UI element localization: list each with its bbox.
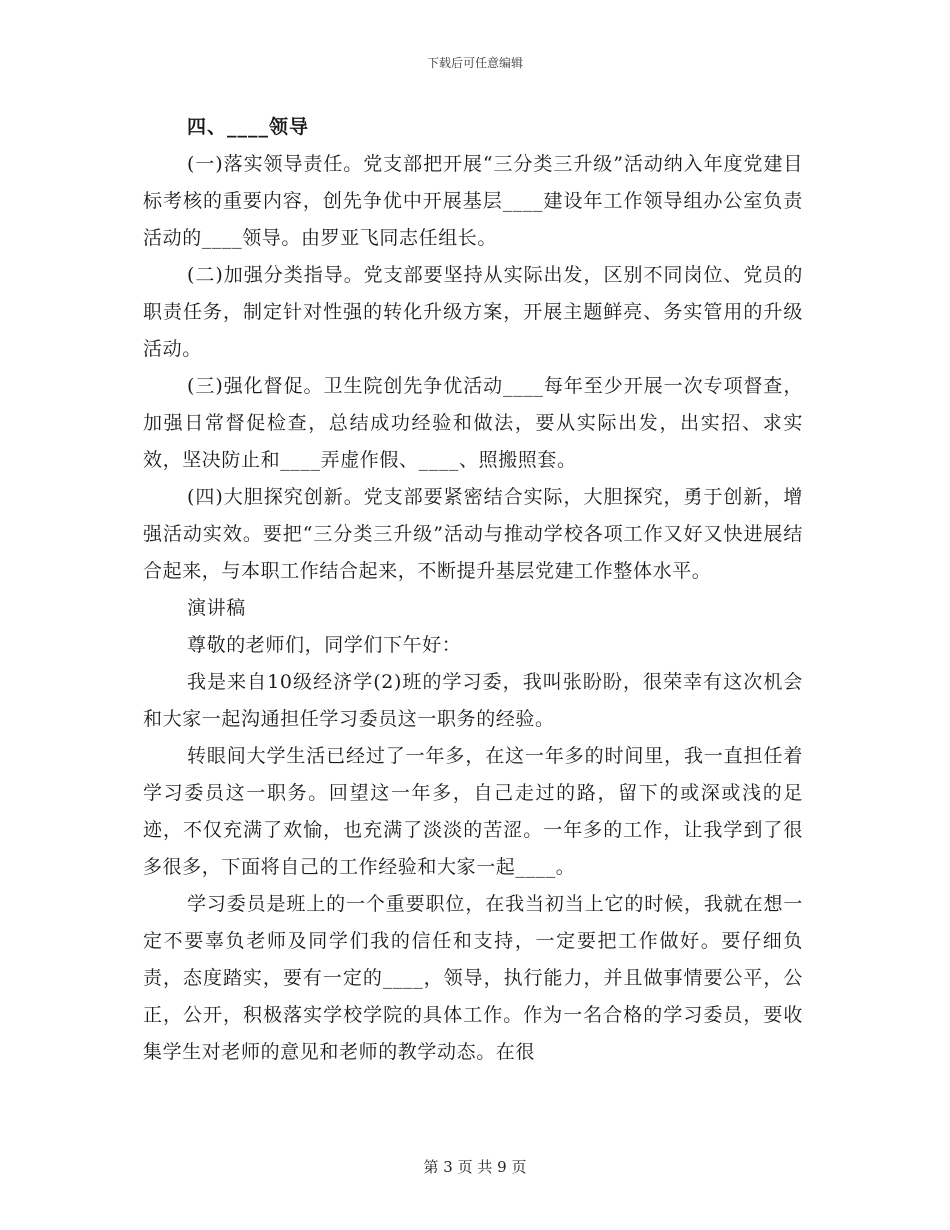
section-item-3: (三)强化督促。卫生院创先争优活动____每年至少开展一次专项督查，加强日常督促检查，总结成功经验和做法，要从实际出发，出实招、求实效，坚决防止和____弄虚作假、____、照搬照套。 bbox=[143, 375, 803, 471]
page-footer: 第 3 页 共 9 页 bbox=[423, 1158, 527, 1176]
speech-paragraph-1: 我是来自10级经济学(2)班的学习委，我叫张盼盼，很荣幸有这次机会和大家一起沟通担任学习委员这一职务的经验。 bbox=[143, 671, 803, 730]
document-body bbox=[143, 109, 803, 1071]
speech-greeting: 尊敬的老师们，同学们下午好： bbox=[187, 634, 462, 656]
section-item-2: (二)加强分类指导。党支部要坚持从实际出发，区别不同岗位、党员的职责任务，制定针对性强的转化升级方案，开展主题鲜亮、务实管用的升级活动。 bbox=[143, 264, 803, 360]
section-item-1: (一)落实领导责任。党支部把开展“三分类三升级”活动纳入年度党建目标考核的重要内容，创先争优中开展基层____建设年工作领导组办公室负责活动的____领导。由罗亚飞同志任组长。 bbox=[143, 153, 803, 249]
page-header: 下载后可任意编辑 bbox=[426, 56, 523, 70]
speech-title: 演讲稿 bbox=[187, 597, 246, 619]
section-heading: 四、____领导 bbox=[187, 116, 310, 138]
speech-paragraph-2: 转眼间大学生活已经过了一年多，在这一年多的时间里，我一直担任着学习委员这一职务。回望这一年多，自己走过的路，留下的或深或浅的足迹，不仅充满了欢愉，也充满了淡淡的苦涩。一年多的工作，让我学到了很多很多，下面将自己的工作经验和大家一起____。 bbox=[143, 745, 803, 878]
section-item-4: (四)大胆探究创新。党支部要紧密结合实际，大胆探究，勇于创新，增强活动实效。要把“三分类三升级”活动与推动学校各项工作又好又快进展结合起来，与本职工作结合起来，不断提升基层党建工作整体水平。 bbox=[143, 486, 803, 582]
speech-paragraph-3: 学习委员是班上的一个重要职位，在我当初当上它的时候，我就在想一定不要辜负老师及同学们我的信任和支持，一定要把工作做好。要仔细负责，态度踏实，要有一定的____，领导，执行能力，并且做事情要公平，公正，公开，积极落实学校学院的具体工作。作为一名合格的学习委员，要收集学生对老师的意见和老师的教学动态。在很 bbox=[143, 893, 803, 1063]
